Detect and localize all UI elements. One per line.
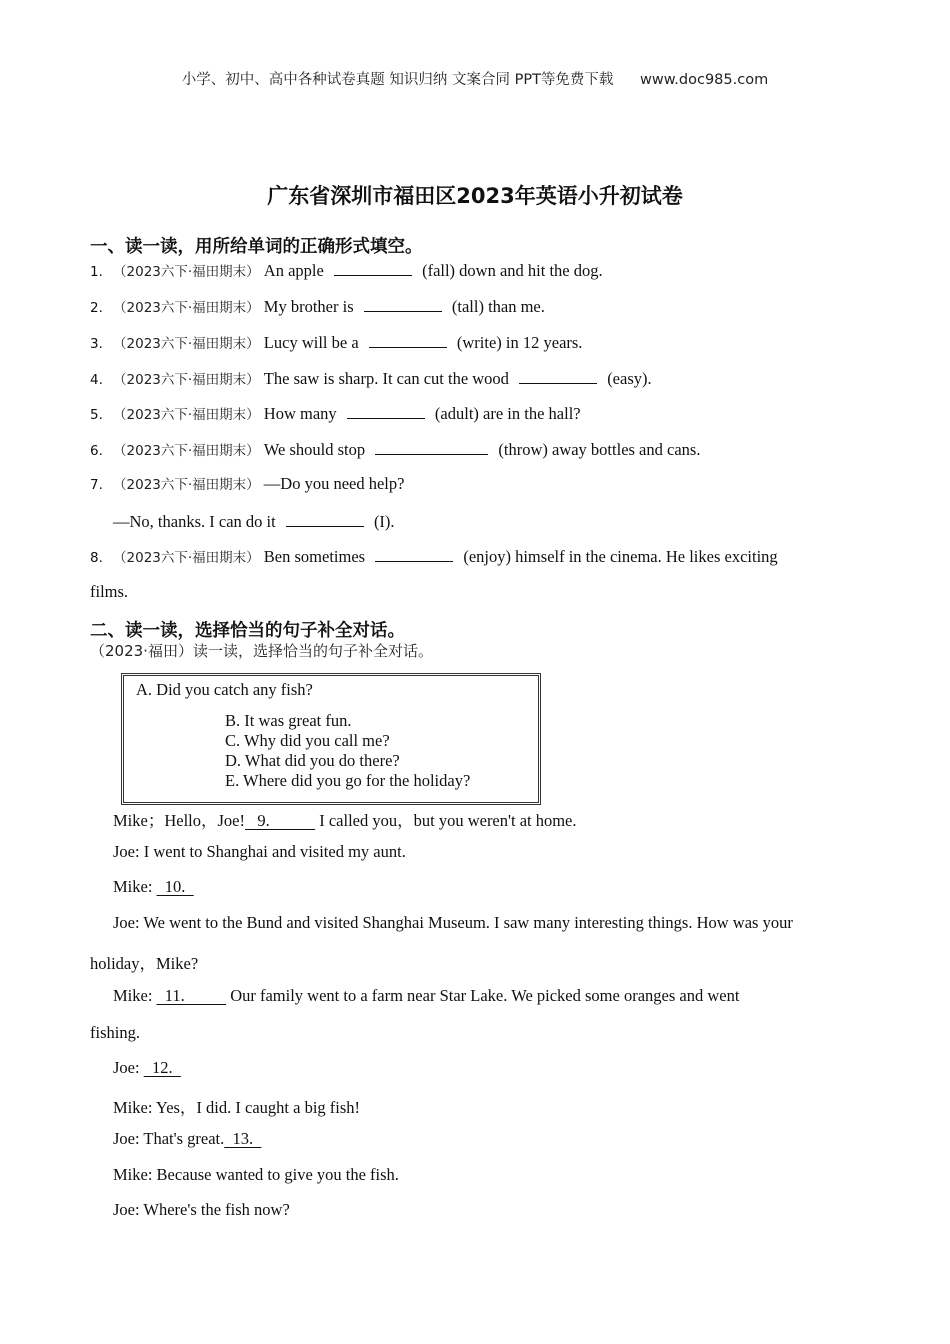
dialogue-line-5 (113, 986, 739, 1006)
options-box (121, 673, 541, 805)
question-number: 1. (90, 264, 103, 280)
dialogue-text: I called you，but you weren't at home. (315, 811, 577, 830)
question-text-post: (write) in 12 years. (456, 333, 583, 352)
question-3 (90, 330, 582, 353)
dialogue-text: Mike；Hello，Joe! (113, 811, 245, 830)
question-text-pre: —Do you need help? (263, 474, 405, 493)
question-text-pre: How many (263, 404, 337, 423)
question-number: 4. (90, 372, 103, 388)
question-source: （2023六下·福田期末） (113, 550, 260, 566)
dialogue-line-4-cont: holiday，Mike? (90, 954, 199, 973)
question-source: （2023六下·福田期末） (113, 372, 260, 388)
question-8-cont: films. (90, 582, 129, 601)
answer-blank-5[interactable] (347, 401, 425, 419)
header-site[interactable]: www.doc985.com (640, 72, 769, 88)
question-source: （2023六下·福田期末） (113, 407, 260, 423)
dialogue-line-9: Mike: Because wanted to give you the fish. (113, 1165, 399, 1184)
question-6 (90, 437, 700, 460)
dialogue-text: Joe: That's great. (113, 1129, 225, 1148)
option-d: D. What did you do there? (225, 751, 400, 770)
question-text-pre: Lucy will be a (263, 333, 359, 352)
question-5 (90, 401, 581, 424)
question-4 (90, 366, 652, 389)
question-7-line2 (113, 509, 395, 532)
question-text-pre: We should stop (263, 440, 366, 459)
question-number: 8. (90, 550, 103, 566)
dialogue-line-10: Joe: Where's the fish now? (113, 1200, 290, 1219)
question-number: 7. (90, 477, 103, 493)
answer-blank-2[interactable] (364, 294, 442, 312)
question-text-pre: The saw is sharp. It can cut the wood (263, 369, 509, 388)
question-text-post: (fall) down and hit the dog. (422, 261, 603, 280)
question-text-post: (easy). (607, 369, 652, 388)
option-c: C. Why did you call me? (225, 731, 390, 750)
dialogue-line-3 (113, 877, 194, 897)
dialogue-text: Mike: (113, 986, 157, 1005)
answer-blank-7[interactable] (286, 509, 364, 527)
dialogue-text: Joe: (113, 1058, 144, 1077)
question-text-post: (adult) are in the hall? (434, 404, 581, 423)
question-text-post: (throw) away bottles and cans. (498, 440, 701, 459)
question-number: 6. (90, 443, 103, 459)
answer-blank-8[interactable] (375, 544, 453, 562)
section2-heading: 二、读一读，选择恰当的句子补全对话。 (90, 621, 405, 641)
question-text-post: (tall) than me. (451, 297, 545, 316)
question-8 (90, 544, 778, 567)
dialogue-blank-9[interactable]: 9. (244, 811, 316, 830)
question-text-pre: My brother is (263, 297, 354, 316)
question-text-post: (enjoy) himself in the cinema. He likes exciting (463, 547, 778, 566)
dialogue-line-7: Mike: Yes，I did. I caught a big fish! (113, 1098, 361, 1117)
question-text-pre: Ben sometimes (263, 547, 366, 566)
dialogue-blank-13[interactable]: 13. (224, 1129, 262, 1148)
question-source: （2023六下·福田期末） (113, 443, 260, 459)
header-text: 小学、初中、高中各种试卷真题 知识归纳 文案合同 PPT等免费下载 (181, 72, 614, 88)
page-title: 广东省深圳市福田区2023年英语小升初试卷 (267, 184, 683, 208)
section2-source: （2023·福田）读一读，选择恰当的句子补全对话。 (90, 642, 433, 660)
question-number: 3. (90, 336, 103, 352)
dialogue-text: Mike: (113, 877, 157, 896)
question-source: （2023六下·福田期末） (113, 477, 260, 493)
question-number: 5. (90, 407, 103, 423)
dialogue-blank-11[interactable]: 11. (156, 986, 227, 1005)
dialogue-blank-12[interactable]: 12. (143, 1058, 181, 1077)
section1-heading: 一、读一读，用所给单词的正确形式填空。 (90, 237, 423, 257)
option-a: A. Did you catch any fish? (136, 680, 313, 699)
dialogue-blank-10[interactable]: 10. (156, 877, 194, 896)
dialogue-text: Our family went to a farm near Star Lake. We picked some oranges and went (226, 986, 740, 1005)
dialogue-line-1 (113, 807, 577, 831)
page-header (0, 68, 950, 89)
question-source: （2023六下·福田期末） (113, 336, 260, 352)
question-1 (90, 258, 603, 281)
question-text-post: (I). (373, 512, 395, 531)
question-text-pre: An apple (263, 261, 324, 280)
dialogue-line-6 (113, 1058, 181, 1078)
dialogue-line-4: Joe: We went to the Bund and visited Shanghai Museum. I saw many interesting things. How was your (113, 913, 793, 932)
option-b: B. It was great fun. (225, 711, 352, 730)
dialogue-line-2: Joe: I went to Shanghai and visited my aunt. (113, 842, 406, 861)
option-e: E. Where did you go for the holiday? (225, 771, 471, 790)
question-text-pre: —No, thanks. I can do it (113, 512, 276, 531)
question-2 (90, 294, 545, 317)
answer-blank-1[interactable] (334, 258, 412, 276)
answer-blank-6[interactable] (375, 437, 488, 455)
question-number: 2. (90, 300, 103, 316)
question-7 (90, 473, 404, 494)
dialogue-line-5-cont: fishing. (90, 1023, 140, 1042)
question-source: （2023六下·福田期末） (113, 300, 260, 316)
answer-blank-4[interactable] (519, 366, 597, 384)
dialogue-line-8 (113, 1129, 261, 1149)
question-source: （2023六下·福田期末） (113, 264, 260, 280)
answer-blank-3[interactable] (369, 330, 447, 348)
